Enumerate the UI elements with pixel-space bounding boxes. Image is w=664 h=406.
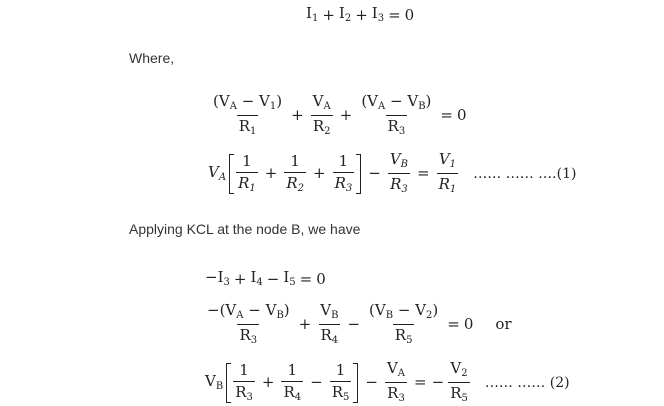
- equation-kcl-node-b: $-I_3$ + $I_4$ − $I_5$ = 0: [205, 268, 326, 288]
- equation-node-a-currents: $\frac{(V_A - V_1)}{R_1}$ + $\frac{V_A}{R_2}$ + $\frac{(V_A - V_B)}{R_3}$ = 0: [213, 92, 467, 137]
- bracket-group: $\frac{1}{R_1}$ + $\frac{1}{R_2}$ + $\frac{1}{R_3}$: [229, 154, 361, 194]
- equation-1: $V_A$ $\frac{1}{R_1}$ + $\frac{1}{R_2}$ + $\frac{1}{R_3}$ − $\frac{V_B}{R_3}$ = $\frac{V_1}{R_1}$ …… …… ….(1): [208, 150, 577, 195]
- equation-kcl-node-a: $I_1$ + $I_2$ + $I_3$ = 0: [306, 4, 415, 24]
- where-label: Where,: [129, 50, 175, 66]
- equation-2: $V_B$ $\frac{1}{R_3}$ + $\frac{1}{R_4}$ − $\frac{1}{R_5}$ − $\frac{V_A}{R_3}$ = − $\frac{V_2}{R_5}$ …… …… (2): [205, 359, 570, 404]
- equation-1-number: …… …… ….(1): [473, 165, 577, 182]
- or-word: or: [495, 315, 512, 333]
- equation-2-number: …… …… (2): [484, 374, 570, 391]
- equation-node-b-currents: $\frac{-(V_A - V_B)}{R_3}$ + $\frac{V_B}{R_4}$ − $\frac{(V_B - V_2)}{R_5}$ = 0 or: [207, 301, 512, 346]
- bracket-group: $\frac{1}{R_3}$ + $\frac{1}{R_4}$ − $\frac{1}{R_5}$: [226, 363, 358, 403]
- kcl-node-b-text: Applying KCL at the node B, we have: [129, 221, 361, 237]
